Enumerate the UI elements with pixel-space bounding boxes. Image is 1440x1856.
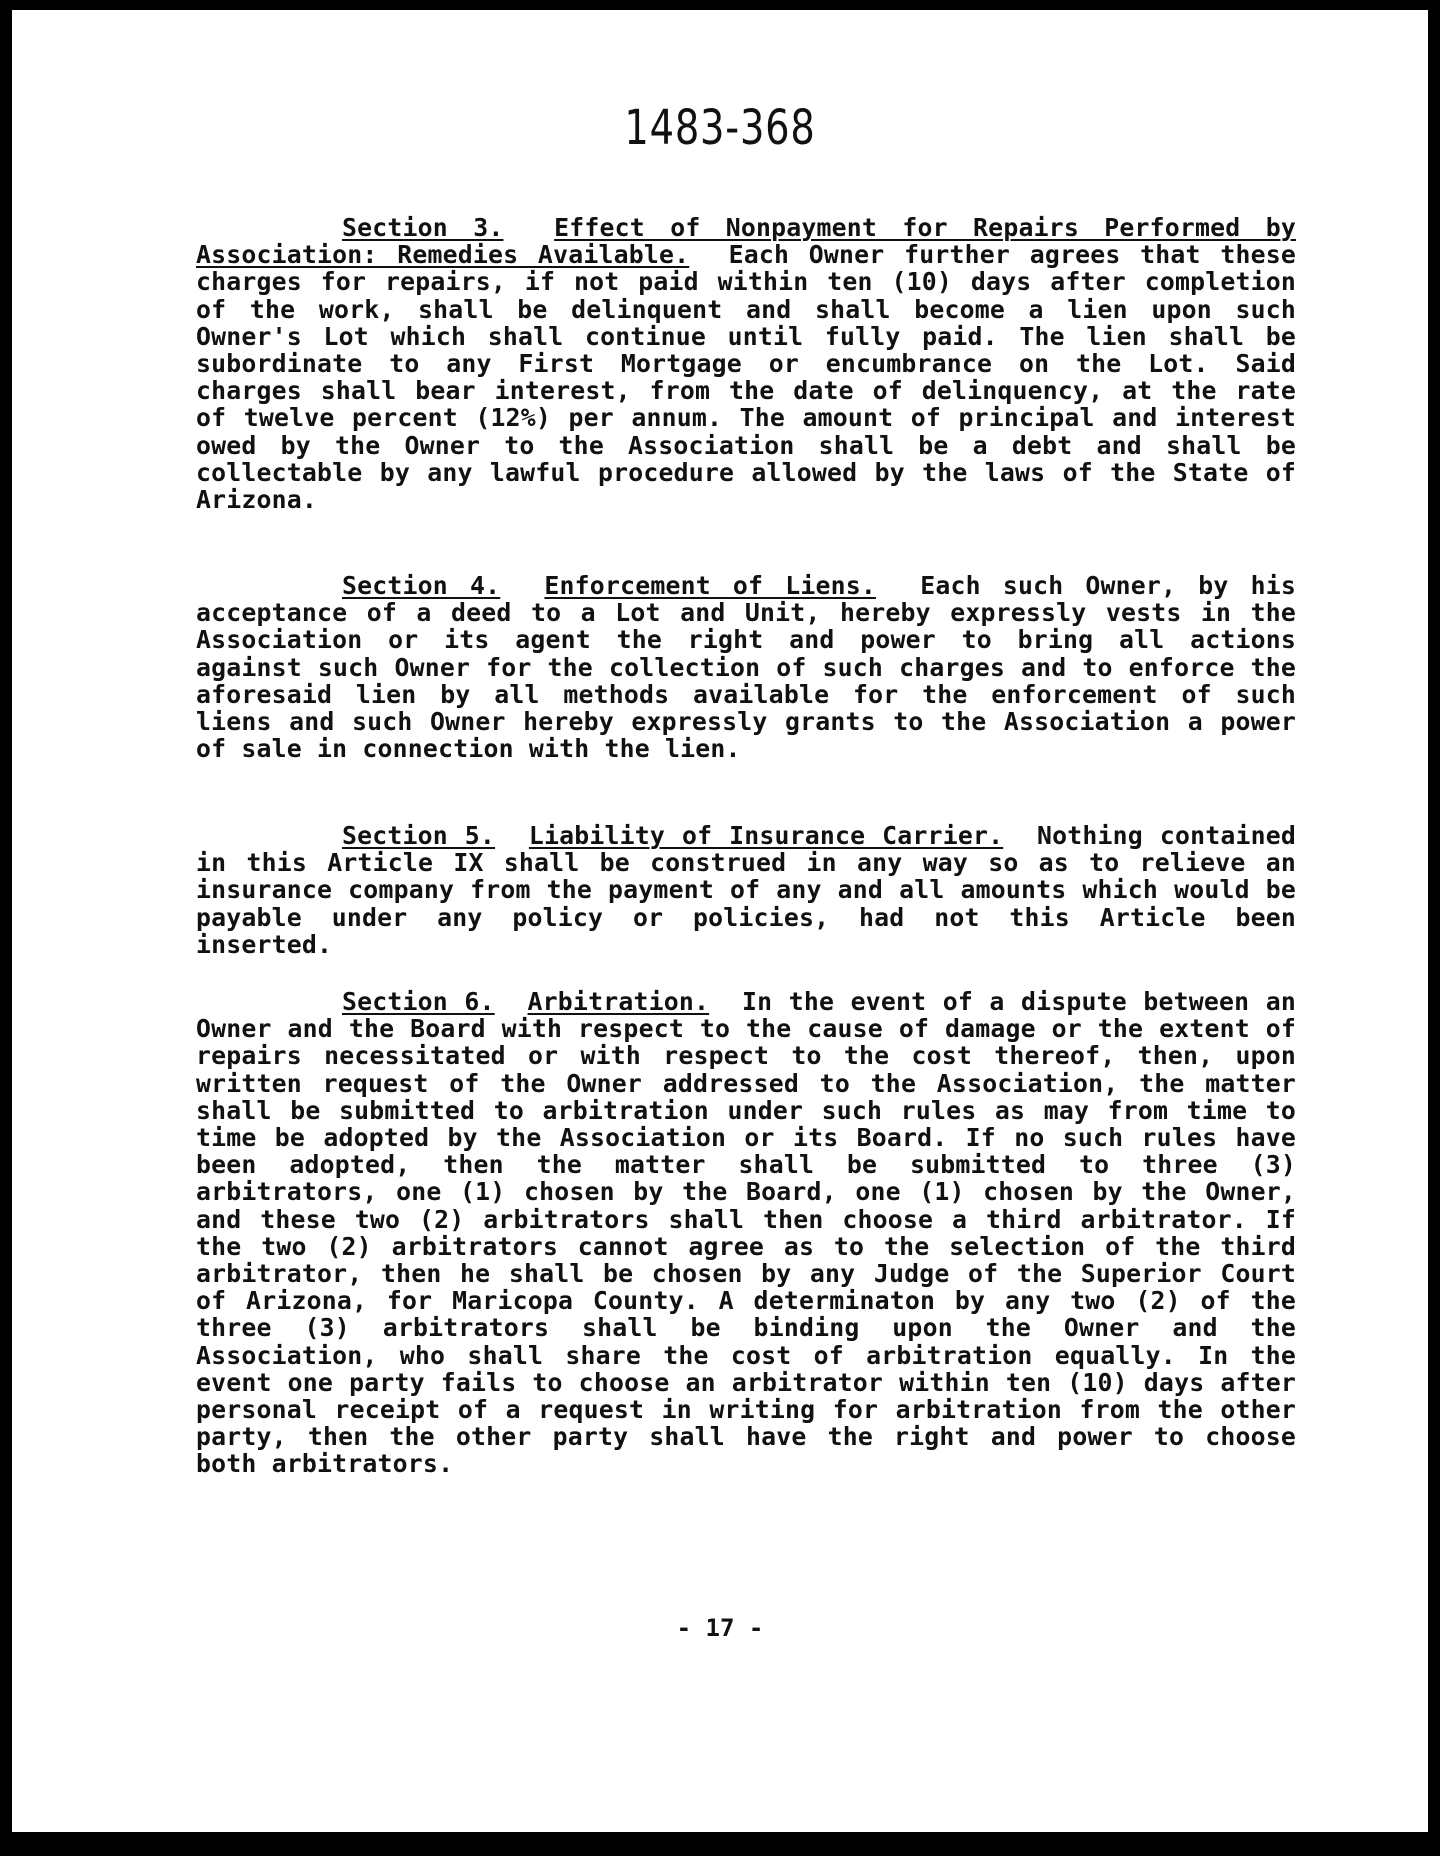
section-6-number: Section 6. — [342, 987, 495, 1016]
section-4-title: Enforcement of Liens. — [544, 571, 877, 600]
section-5-number: Section 5. — [342, 821, 496, 850]
section-3-title: Effect of Nonpayment for Repairs Performed by Association: Remedies Available. — [196, 213, 1296, 270]
section-3 — [196, 214, 1296, 513]
section-5 — [196, 822, 1296, 958]
document-page — [12, 10, 1428, 1832]
section-6-body: In the event of a dispute between an Owner and the Board with respect to the cause of damage or the extent of repairs necessitated or with respect to the cost thereof, then, upon written request of the Owner addressed to the Association, the matter shall be submitted to arbitration under such rules as may from time to time be adopted by the Association or its Board. If no such rules have been adopted, then the matter shall be submitted to three (3) arbitrators, one (1) chosen by the Board, one (1) chosen by the Owner, and these two (2) arbitrators shall then choose a third arbitrator. If the two (2) arbitrators cannot agree as to the selection of the third arbitrator, then he shall be chosen by any Judge of the Superior Court of Arizona, for Maricopa County. A determinaton by any two (2) of the three (3) arbitrators shall be binding upon the Owner and the Association, who shall share the cost of arbitration equally. In the event one party fails to choose an arbitrator within ten (10) days after personal receipt of a request in writing for arbitration from the other party, then the other party shall have the right and power to choose both arbitrators. — [196, 987, 1296, 1479]
document-number: 1483-368 — [624, 100, 816, 156]
section-4-number: Section 4. — [342, 571, 501, 600]
section-3-body: Each Owner further agrees that these charges for repairs, if not paid within ten (10) days after completion of the work, shall be delinquent and shall become a lien upon such Owner's Lot which shall continue until fully paid. The lien shall be subordinate to any First Mortgage or encumbrance on the Lot. Said charges shall bear interest, from the date of delinquency, at the rate of twelve percent (12%) per annum. The amount of principal and interest owed by the Owner to the Association shall be a debt and shall be collectable by any lawful procedure allowed by the laws of the State of Arizona. — [196, 240, 1296, 515]
section-6 — [196, 988, 1296, 1478]
section-3-number: Section 3. — [342, 213, 504, 242]
section-5-title: Liability of Insurance Carrier. — [528, 821, 1004, 850]
page-number: - 17 - — [676, 1614, 764, 1642]
section-6-title: Arbitration. — [527, 987, 710, 1016]
section-4 — [196, 572, 1296, 762]
section-5-body: Nothing contained in this Article IX shall be construed in any way so as to relieve an insurance company from the payment of any and all amounts which would be payable under any policy or policies, had not this Article been inserted. — [196, 821, 1296, 959]
section-4-body: Each such Owner, by his acceptance of a deed to a Lot and Unit, hereby expressly vests in the Association or its agent the right and power to bring all actions against such Owner for the collection of such charges and to enforce the aforesaid lien by all methods available for the enforcement of such liens and such Owner hereby expressly grants to the Association a power of sale in connection with the lien. — [196, 571, 1296, 764]
